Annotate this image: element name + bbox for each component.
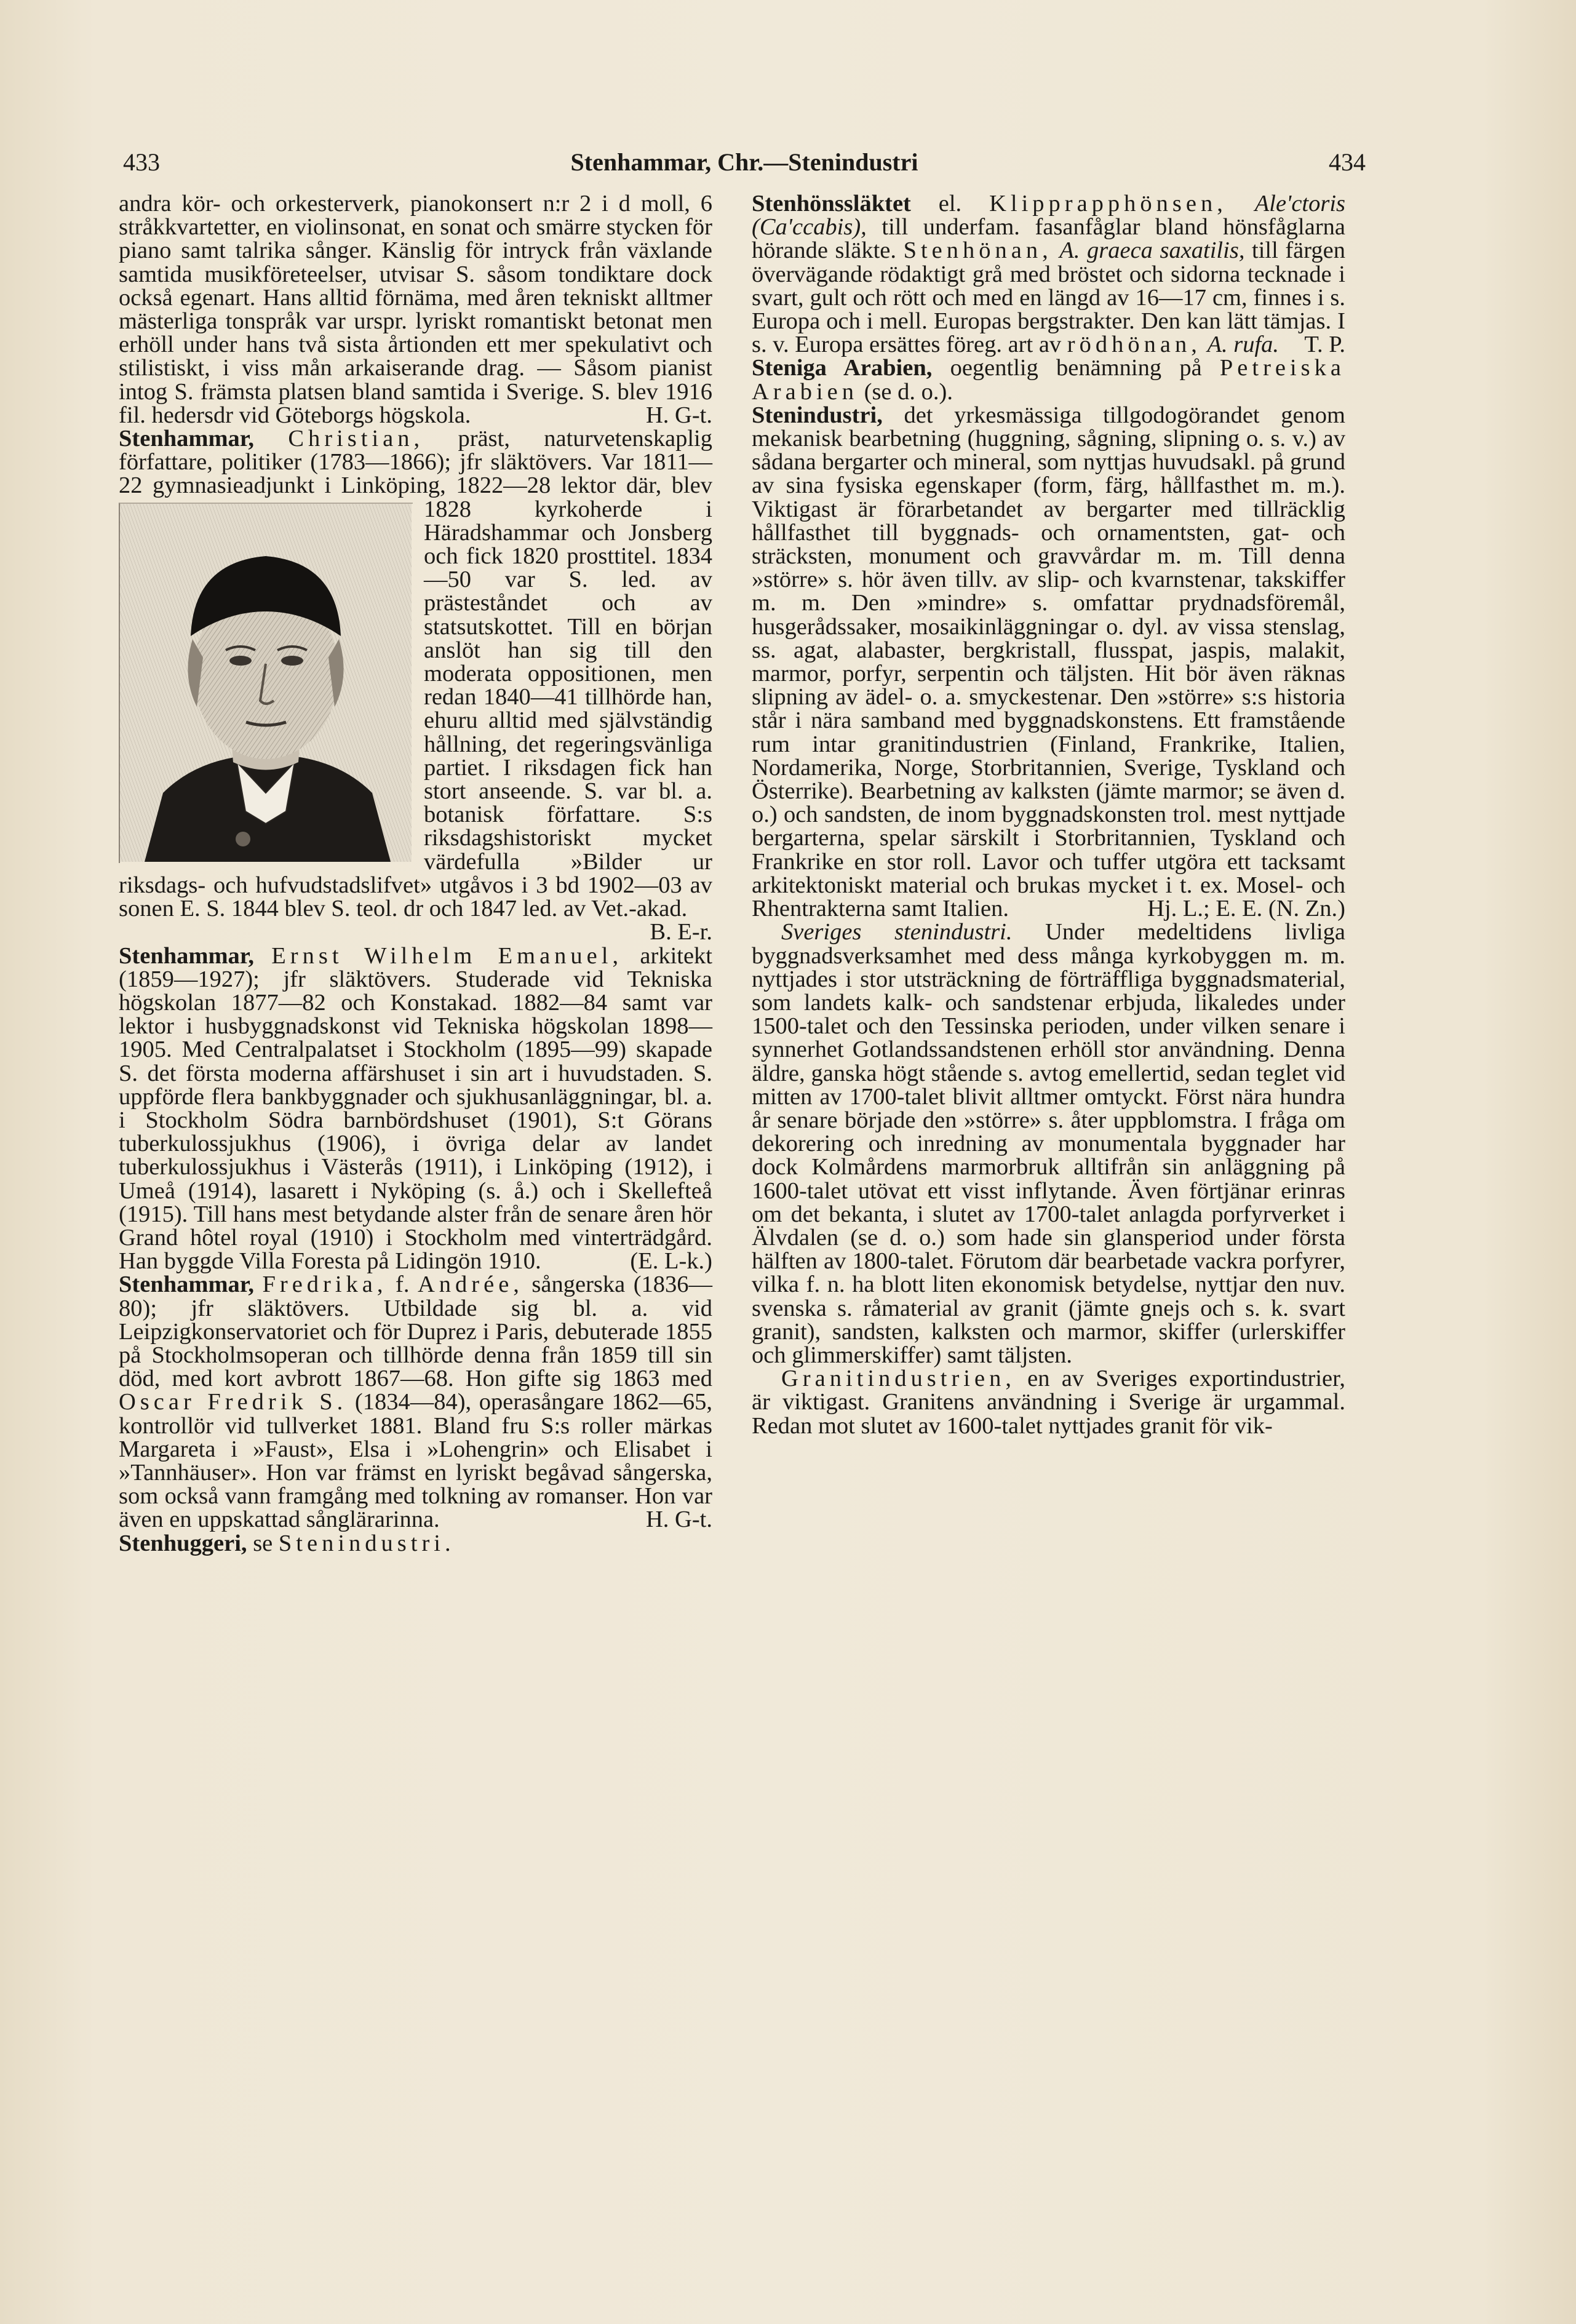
author-signature: Hj. L.; E. E. (N. Zn.): [1147, 896, 1345, 922]
right-page-number: 434: [1329, 148, 1366, 176]
headword-forename: Fredrika,: [262, 1271, 388, 1298]
section-heading: Sveriges stenindustri.: [781, 919, 1013, 945]
entry-text: till underfam. fasanfåglar bland hönsfåglarna hörande släkte.: [752, 214, 1346, 264]
left-column: [119, 192, 712, 1555]
species-name: Stenhönan,: [903, 237, 1053, 264]
entry-text: sångerska (1836—80); jfr släktövers. Utbildade sig bl. a. vid Leipzigkonservatoriet och för Duprez i Paris, debuterade 1855 på Stockholmsoperan och tillhörde denna från 1859 till sin död, med kort avbrott 1867—68. Hon gifte sig 1863 med: [119, 1271, 713, 1392]
cross-reference-link[interactable]: Petreiska Arabien: [752, 355, 1345, 405]
maiden-name: Andrée,: [417, 1271, 523, 1298]
right-column: [752, 192, 1345, 1438]
entry-stenindustri: [752, 404, 1345, 920]
entry-text: (1834—84), operasångare 1862—65, kontrollör vid tullverket 1881. Bland fru S:s roller märkas Margareta i »Faust», Elsa i »Lohengrin» och Elisabet i »Tannhäuser». Hon var främst en lyriskt begåvad sångerska, som också vann framgång med tolkning av romanser. Hon var även en uppskattad sånglärarinna.: [119, 1389, 712, 1533]
entry-text: (se d. o.).: [864, 378, 953, 405]
author-signature: T. P.: [1304, 332, 1345, 358]
author-signature: B. E-r.: [650, 919, 712, 945]
entry-text-part2: lektor där, blev 1828 kyrkoherde i Häradshammar och Jonsberg och fick 1820 prosttitel. 1834—50 var S. led. av prästeståndet och av statsutskottet. Till en början anslöt han sig till den moderata oppositionen, men redan 1840—41 tillhörde han, ehuru alltid med självständig hållning, det regeringsvänliga partiet. I riksdagen fick han stort anseende. S. var bl. a. botanisk författare. S:s riksdagshistoriskt mycket värdefulla »Bilder ur riksdags- och hufvudstadslifvet» utgåvos i 3 bd 1902—03 av sonen E. S. 1844 blev S. teol. dr och 1847 led. av Vet.-akad.: [119, 472, 712, 922]
portrait-engraving: [120, 504, 412, 862]
entry-text: arkitekt (1859—1927); jfr släktövers. Studerade vid Tekniska högskolan 1877—82 och Konstakad. 1882—84 samt var lektor i husbyggnadskonst vid Tekniska högskolan 1898—1905. Med Centralpalatset i Stockholm (1895—99) skapade S. det första moderna affärshuset i sin art i huvudstaden. S. uppförde flera bankbyggnader och sjukhusanläggningar, bl. a. i Stockholm Södra barnbördshuset (1901), S:t Görans tuberkulossjukhus (1906), i övriga delar av landet tuberkulossjukhus i Västerås (1911), i Linköping (1912), i Umeå (1914), lasarett i Nyköping (s. å.) och i Skellefteå (1915). Till hans mest betydande alster från de senare åren hör Grand hôtel royal (1910) i Stockholm med vinterträdgård. Han byggde Villa Foresta på Lidingön 1910.: [119, 942, 713, 1275]
entry-steniga-arabien: [752, 356, 1345, 403]
section-sveriges-stenindustri: [752, 920, 1345, 1367]
entry-text: det yrkesmässiga tillgodogörandet genom mekanisk bearbetning (huggning, sågning, slipning o. s. v.) av sådana bergarter och mineral, som nyttjas huvudsakl. på grund av sina fysiska egenskaper (form, färg, hållfasthet m. m.). Viktigast är förarbetandet av bergarter med tillräcklig hållfasthet till byggnads- och ornamentsten, gat- och sträcksten, monument och gravvårdar m. m. Till denna »större» s. hör även tillv. av slip- och kvarnstenar, takskiffer m. m. Den »mindre» s. omfattar prydnadsföremål, husgerådssaker, mosaikinläggningar o. dyl. av vissa stenslag, ss. agat, alabaster, bergkristall, flusspat, jaspis, malakit, marmor, porfyr, serpentin och täljsten. Hit bör även räknas slipning av ädel- o. a. smyckestenar. Den »större» s:s historia står i nära samband med byggnadskonstens. Ett framstående rum intar granitindustrien (Finland, Frankrike, Italien, Nordamerika, Norge, Storbritannien, Sverige, Tyskland och Österrike). Bearbetning av kalksten (jämte marmor; se även d. o.) och sandsten, de inom byggnadskonsten trol. mest nyttjade bergarterna, spelar särskilt i Storbritannien, Tyskland och Frankrike en stor roll. Lavor och tuffer utgöra ett tacksamt arkitektoniskt material och brukas mycket i t. ex. Mosel- och Rhentrakterna samt Italien.: [752, 402, 1345, 922]
entry-text: oegentlig benämning på: [950, 355, 1202, 381]
left-page-number: 433: [123, 148, 160, 176]
entry-text-part1: präst, naturvetenskaplig författare, politiker (1783—1866); jfr släktövers. Var 1811—22 gymnasieadjunkt i Linköping, 1822—28: [119, 426, 712, 499]
headword-forename: Christian,: [288, 426, 424, 452]
section-spaced-heading: Granitindustrien,: [781, 1366, 1016, 1392]
author-signature: H. G-t.: [646, 1506, 712, 1533]
entry-stenhuggeri: [119, 1532, 712, 1555]
entry-text: till färgen övervägande rödaktigt grå med bröstet och sidorna tecknade i svart, gult och rött och med en längd av 16—17 cm, finnes i s. Europa och i mell. Europas bergstrakter. Den kan lätt tämjas. I s. v. Europa ersättes föreg. art av: [752, 237, 1345, 358]
species-latin: A. rufa.: [1207, 332, 1280, 358]
entry-stenhammar-ernst: [119, 944, 712, 1273]
cross-reference-link[interactable]: Stenindustri.: [278, 1530, 455, 1556]
alternate-name: Klipprapphönsen,: [989, 191, 1227, 217]
husband-name: Oscar Fredrik S.: [119, 1389, 348, 1415]
species-latin: A. graeca saxatilis,: [1059, 237, 1245, 264]
headword: Steniga Arabien,: [752, 355, 933, 381]
running-header: [123, 148, 1366, 185]
headword: Stenindustri,: [752, 402, 883, 428]
entry-text: andra kör- och orkesterverk, pianokonsert n:r 2 i d moll, 6 stråkkvartetter, en violinsonat, en sonat och smärre stycken för piano samt talrika sånger. Känslig för intryck från växlande samtida musikföreteelser, utvisar S. såsom tondiktare dock också egenart. Hans alltid förnäma, med åren tekniskt alltmer mästerliga tonspråk var urspr. lyriskt romantiskt betonat men erhöll under hans två sista årtionden ett mer spekulativt och stilistiskt, i viss mån arkaiserande drag. — Såsom pianist intog S. främsta platsen bland samtida i Sverige. S. blev 1916 fil. hedersdr vid Göteborgs högskola.: [119, 191, 712, 428]
species-name: rödhönan,: [1067, 332, 1201, 358]
headword: Stenhammar,: [119, 1271, 254, 1298]
entry-stenhammar-fredrika: [119, 1273, 712, 1531]
latin-name: Ale'ctoris (Ca'ccabis),: [752, 191, 1346, 241]
entry-text: el.: [938, 191, 962, 217]
author-signature: (E. L-k.): [630, 1248, 712, 1275]
entry-text: f.: [396, 1271, 410, 1298]
section-granitindustrien: [752, 1367, 1345, 1438]
entry-text: en av Sveriges exportindustrier, är viktigast. Granitens användning i Sverige är urgammal. Redan mot slutet av 1600-talet nyttjades granit för vik-: [752, 1366, 1346, 1439]
headword: Stenhönssläktet: [752, 191, 911, 217]
headword-forename: Ernst Wilhelm Emanuel,: [271, 942, 623, 969]
headword: Stenhuggeri,: [119, 1530, 247, 1556]
entry-text: Under medeltidens livliga byggnadsverksamhet med dess många kyrkobyggen m. m. nyttjades i stor utsträckning de förträffliga byggnadsmaterial, som landets kalk- och sandstenar erbjuda, likaledes under 1500-talet och den Tessinska perioden, under vilken senare i synnerhet Gotlandssandstenen erhöll stor användning. Denna äldre, ganska högt stående s. avtog emellertid, sedan teglet vid mitten av 1700-talet blivit alltmer omtyckt. Först nära hundra år senare började den »större» s. åter uppblomstra. I fråga om dekorering och inredning av monumentala byggnader har dock Kolmårdens marmorbruk alltifrån sin anläggning på 1600-talet utövat ett visst inflytande. Även förtjänar erinras om det bekanta, i slutet av 1700-talet anlagda porfyrverket i Älvdalen (se d. o.) som hade sin glansperiod under första hälften av 1800-talet. Förutom där bearbetade vackra porfyrer, vilka f. n. ha blott liten ekonomisk betydelse, nyttjar den nuv. svenska s. råmaterial av granit (jämte gnejs och s. k. svart granit), sandsten, kalksten och marmor, skiffer (urlerskiffer och glimmerskiffer) samt täljsten.: [752, 919, 1345, 1368]
portrait-image: [119, 503, 413, 863]
entry-stenhonsslaktet: [752, 192, 1345, 356]
entry-stenhammar-christian: [119, 426, 712, 945]
entry-stenhammar-wilhelm-continued: [119, 192, 712, 427]
headword: Stenhammar,: [119, 942, 254, 969]
author-signature: H. G-t.: [646, 402, 712, 428]
entry-text: se: [253, 1530, 273, 1556]
running-title: Stenhammar, Chr.—Stenindustri: [570, 148, 918, 176]
headword: Stenhammar,: [119, 426, 254, 452]
